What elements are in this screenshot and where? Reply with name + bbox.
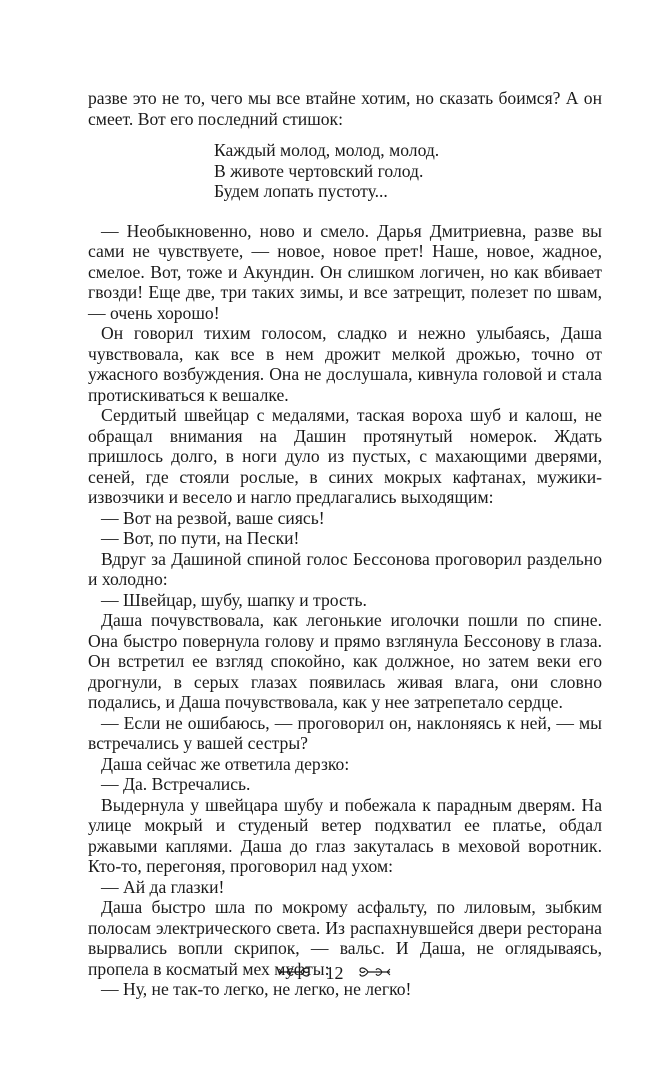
paragraph: Сердитый швейцар с медалями, таская вороха шуб и калош, не обращал внимания на Дашин протянутый номерок. Ждать пришлось долго, в ноги дуло из пустых, с махающими дверями, сеней, где стояли рослые, в синих мокрых кафтанах, мужики-извозчики и весело и нагло предлагались выходящим: (88, 405, 602, 507)
paragraph: Даша сейчас же ответила дерзко: (101, 753, 350, 774)
paragraph: Вдруг за Дашиной спиной голос Бессонова проговорил раздельно и холодно: (88, 548, 602, 589)
paragraph: — Вот на резвой, ваше сиясь! (101, 507, 325, 528)
page-footer (0, 962, 669, 984)
paragraph: Даша быстро шла по мокрому асфальту, по лиловым, зыбким полосам электрического света. Из распахнувшейся двери ресторана вырвались вопли скрипок, — вальс. И Даша, не оглядываясь, пропела в косматый мех муфты: (88, 897, 602, 979)
page-text (88, 88, 602, 1000)
paragraph: — Вот, по пути, на Пески! (101, 528, 300, 548)
verse-line: Будем лопать пустоту... (214, 181, 388, 201)
paragraph: разве это не то, чего мы все втайне хотим, но сказать боимся? А он смеет. Вот его последний стишок: (88, 88, 602, 129)
verse-line: В животе чертовский голод. (214, 160, 424, 181)
paragraph: — Ай да глазки! (101, 876, 225, 897)
paragraph: — Необыкновенно, ново и смело. Дарья Дмитриевна, разве вы сами не чувствуете, — новое, новое прет! Наше, новое, жадное, смелое. Вот, тоже и Акундин. Он слишком логичен, но как вбивает гвозди! Еще две, три таких зимы, и все затрещит, полезет по швам, — очень хорошо! (88, 220, 602, 323)
ornament-right-icon (358, 963, 392, 984)
paragraph: — Швейцар, шубу, шапку и трость. (101, 589, 367, 610)
paragraph: Даша почувствовала, как легонькие иголочки пошли по спине. Она быстро повернула голову и прямо взглянула Бессонову в глаза. Он встретил ее взгляд спокойно, как должное, но затем веки его дрогнули, в серых глазах появилась живая влага, они словно подались, и Даша почувствовала, как у нее затрепетало сердце. (88, 610, 602, 712)
ornament-left-icon (277, 963, 311, 984)
paragraph: — Да. Встречались. (101, 774, 251, 794)
paragraph: — Если не ошибаюсь, — проговорил он, наклоняясь к ней, — мы встречались у вашей сестры? (88, 712, 602, 753)
page-number: 12 (325, 963, 344, 984)
verse-line: Каждый молод, молод, молод. (214, 140, 440, 160)
paragraph: Он говорил тихим голосом, сладко и нежно улыбаясь, Даша чувствовала, как все в нем дрожит мелкой дрожью, точно от ужасного возбуждения. Она не дослушала, кивнула головой и стала протискиваться к вешалке. (88, 323, 602, 405)
paragraph: Выдернула у швейцара шубу и побежала к парадным дверям. На улице мокрый и студеный ветер подхватил ее платье, обдал ржавыми каплями. Даша до глаз закуталась в меховой воротник. Кто-то, перегоняя, проговорил над ухом: (88, 794, 602, 876)
verse-block (214, 140, 602, 202)
paragraph: — Ну, не так-то легко, не легко, не легко! (101, 979, 412, 999)
